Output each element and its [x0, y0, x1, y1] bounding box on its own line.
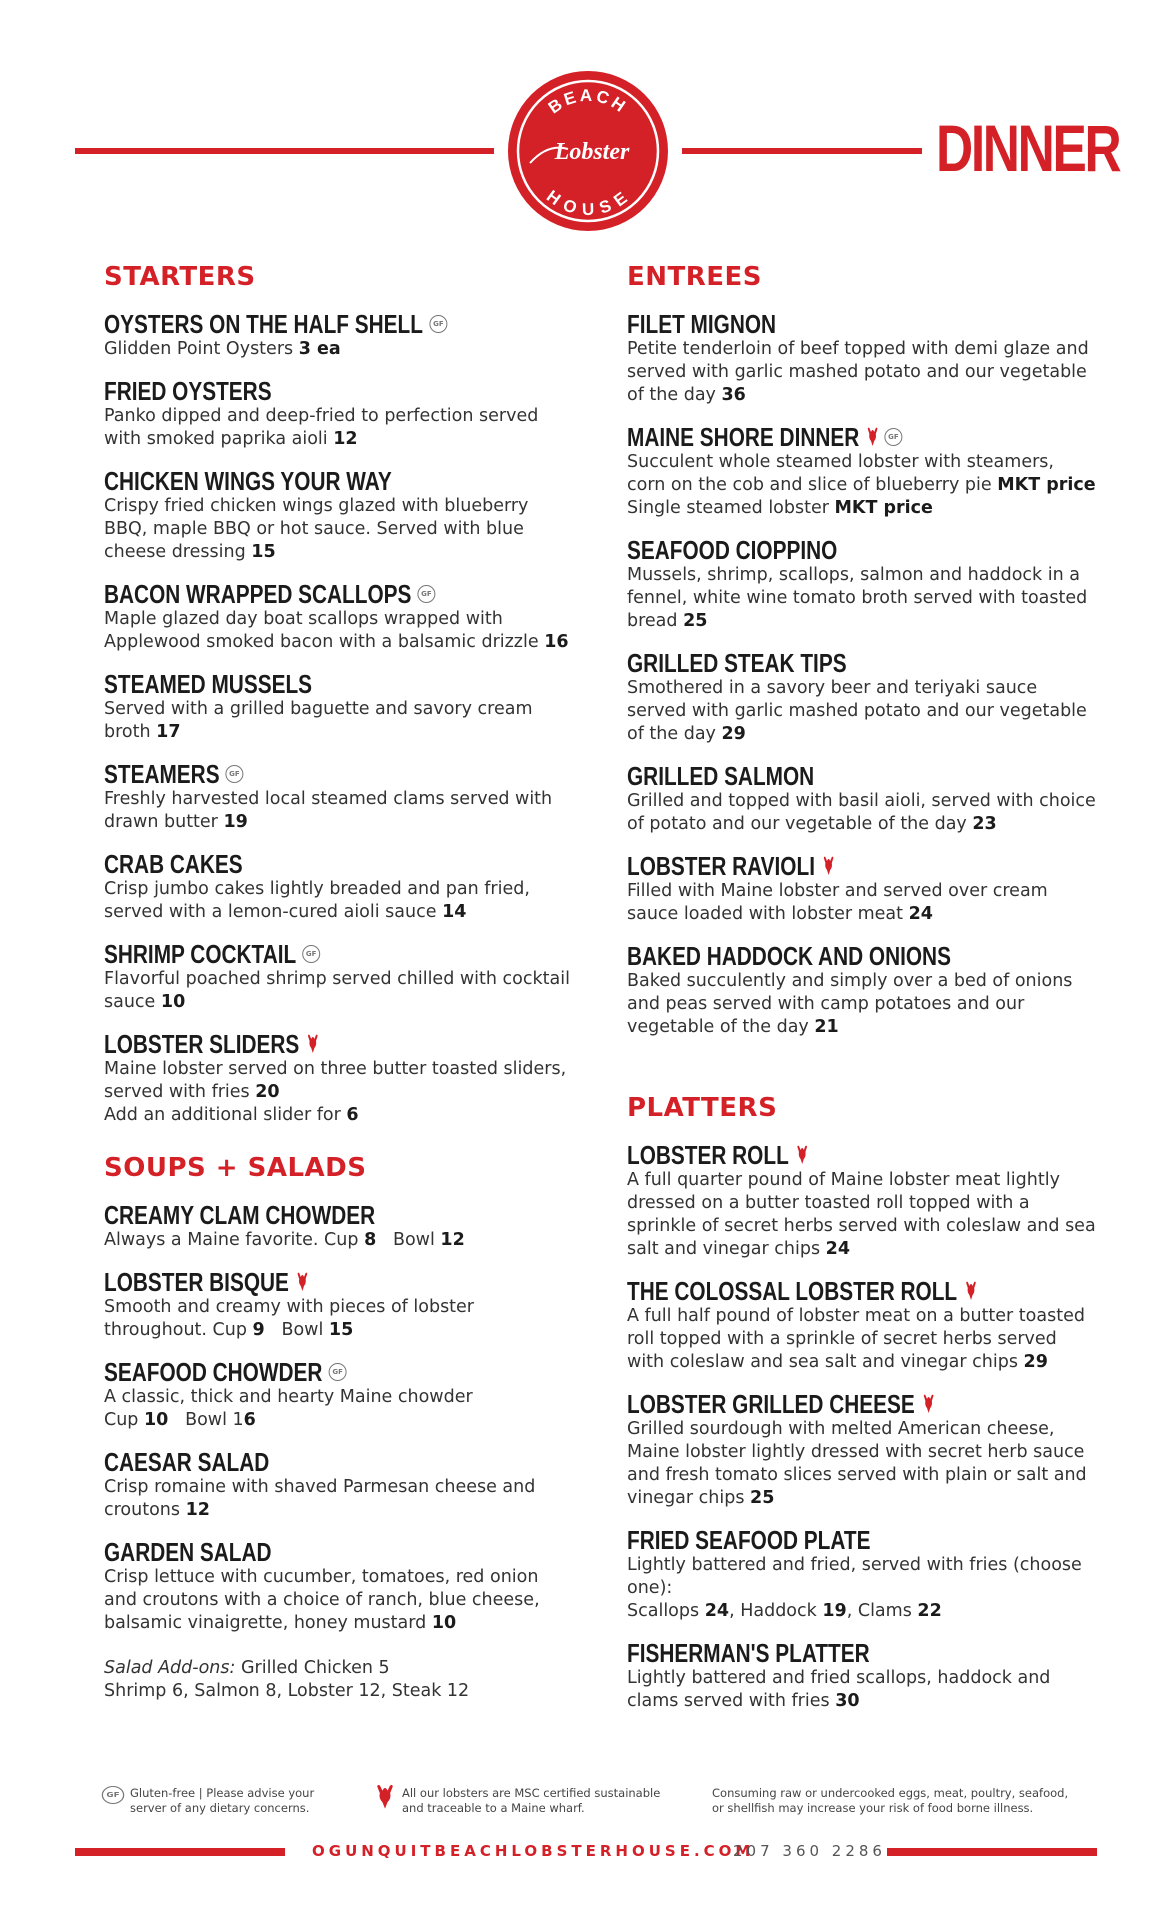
item-name: LOBSTER SLIDERS: [104, 1029, 300, 1059]
item-name: GRILLED STEAK TIPS: [627, 648, 847, 678]
menu-item: [627, 762, 1097, 836]
logo-text-bottom: HOUSE: [543, 186, 634, 220]
gluten-free-icon: GF: [429, 315, 447, 333]
item-price: 17: [156, 722, 181, 742]
beach-lobster-house-logo: [508, 71, 668, 231]
item-price: 36: [721, 385, 746, 405]
menu-item: [627, 649, 1097, 746]
lobster-icon: [307, 1033, 318, 1055]
item-bowl-label: Bowl: [392, 1230, 435, 1250]
lobster-icon: [923, 1393, 934, 1415]
item-desc: Always a Maine favorite. Cup: [104, 1230, 359, 1250]
item-desc: Smooth and creamy with pieces of lobster throughout. Cup: [104, 1297, 475, 1340]
lobster-note-line-2: and traceable to a Maine wharf.: [402, 1801, 585, 1815]
phone-number[interactable]: 207 360 2286: [733, 1842, 886, 1860]
item-name: STEAMERS: [104, 759, 220, 789]
header-rule-right: [682, 148, 922, 154]
item-desc: Grilled sourdough with melted American cheese, Maine lobster lightly dressed with secret herb sauce and fresh tomato slices served with plain or salt and vinegar chips: [627, 1419, 1087, 1508]
menu-item: [104, 1268, 574, 1342]
item-price: 3 ea: [298, 339, 341, 359]
entrees-title: ENTREES: [627, 262, 763, 292]
item-desc: Freshly harvested local steamed clams served with drawn butter: [104, 789, 553, 832]
item-price: 19: [223, 812, 248, 832]
menu-item: [627, 1390, 1097, 1510]
item-desc: Lightly battered and fried, served with fries (choose one):: [627, 1555, 1082, 1598]
item-bowl-label: Bowl 1: [185, 1410, 244, 1430]
item-price: 20: [255, 1082, 280, 1102]
menu-item: [627, 310, 1097, 407]
lobster-note: [402, 1786, 660, 1816]
gluten-free-icon: GF: [102, 1786, 125, 1804]
item-name: CREAMY CLAM CHOWDER: [104, 1200, 376, 1230]
gf-note-line-2: server of any dietary concerns.: [130, 1801, 310, 1815]
item-price-cup: 8: [364, 1230, 377, 1250]
item-name: FRIED OYSTERS: [104, 376, 272, 406]
item-price: 24: [825, 1239, 851, 1259]
item-name: FISHERMAN'S PLATTER: [627, 1638, 870, 1668]
menu-item: [627, 423, 1097, 520]
gluten-free-icon: GF: [302, 945, 320, 963]
item-name: CAESAR SALAD: [104, 1447, 270, 1477]
logo-text-mid: Lobster: [554, 139, 630, 165]
lobster-icon: [797, 1144, 808, 1166]
item-price: 21: [814, 1017, 839, 1037]
item-extra: Single steamed lobster: [627, 498, 829, 518]
item-desc: Grilled and topped with basil aioli, served with choice of potato and our vegetable of the day: [627, 791, 1096, 834]
item-name: BACON WRAPPED SCALLOPS: [104, 579, 412, 609]
menu-item: [627, 942, 1097, 1039]
item-desc: Flavorful poached shrimp served chilled with cocktail sauce: [104, 969, 570, 1012]
option-scallops: Scallops: [627, 1601, 700, 1621]
menu-item: [627, 852, 1097, 926]
item-name: BAKED HADDOCK AND ONIONS: [627, 941, 951, 971]
menu-item: [104, 467, 574, 564]
menu-item: [104, 760, 574, 834]
item-name: CRAB CAKES: [104, 849, 243, 879]
item-desc: Glidden Point Oysters: [104, 339, 294, 359]
salad-addons: [104, 1657, 574, 1703]
option-clams: Clams: [857, 1601, 912, 1621]
menu-item: [627, 1639, 1097, 1713]
item-desc: Served with a grilled baguette and savory cream broth: [104, 699, 533, 742]
item-name: FILET MIGNON: [627, 309, 777, 339]
item-name: SHRIMP COCKTAIL: [104, 939, 297, 969]
price-haddock: 19: [822, 1601, 847, 1621]
item-price: 14: [442, 902, 467, 922]
menu-item: [104, 670, 574, 744]
menu-item: [104, 1538, 574, 1635]
item-name: LOBSTER ROLL: [627, 1140, 789, 1170]
item-price: 29: [721, 724, 746, 744]
item-price: 10: [431, 1613, 457, 1633]
price-scallops: 24: [704, 1601, 730, 1621]
lobster-icon: [823, 855, 834, 877]
item-name: FRIED SEAFOOD PLATE: [627, 1525, 871, 1555]
item-price: 25: [750, 1488, 775, 1508]
item-name: LOBSTER BISQUE: [104, 1267, 289, 1297]
menu-item: FRIED SEAFOOD PLATE Lightly battered and fried, served with fries (choose one): Scallops 24, Haddock 19, Clams 22: [627, 1525, 1082, 1621]
left-column: [104, 262, 574, 1703]
item-price-bowl: 12: [440, 1230, 465, 1250]
item-cup-label: Cup: [104, 1410, 139, 1430]
menu-item: [104, 1030, 574, 1127]
logo-text-top: BEACH: [544, 85, 632, 118]
menu-item: [104, 1448, 574, 1522]
gluten-free-note: [130, 1786, 314, 1816]
option-haddock: Haddock: [740, 1601, 817, 1621]
menu-item: [104, 1358, 574, 1432]
item-name: LOBSTER RAVIOLI: [627, 851, 815, 881]
item-name: LOBSTER GRILLED CHEESE: [627, 1389, 915, 1419]
addons-label: Salad Add-ons:: [104, 1658, 236, 1678]
item-price: 16: [544, 632, 569, 652]
lobster-icon: [297, 1271, 308, 1293]
soups-salads-title: SOUPS + SALADS: [104, 1153, 367, 1183]
menu-item: [104, 377, 574, 451]
gf-note-line-1: Gluten-free | Please advise your: [130, 1786, 315, 1800]
item-name: GARDEN SALAD: [104, 1537, 272, 1567]
raw-food-warning: [712, 1786, 1068, 1816]
item-desc: Filled with Maine lobster and served over cream sauce loaded with lobster meat: [627, 881, 1048, 924]
item-desc: A full quarter pound of Maine lobster meat lightly dressed on a butter toasted roll topped with a sprinkle of secret herbs served with coleslaw and sea salt and vinegar chips: [627, 1170, 1096, 1259]
price-clams: 22: [917, 1601, 942, 1621]
item-desc: Crispy fried chicken wings glazed with blueberry BBQ, maple BBQ or hot sauce. Served with blue cheese dressing: [104, 496, 529, 562]
item-name: SEAFOOD CHOWDER: [104, 1357, 323, 1387]
raw-note-line-2: or shellfish may increase your risk of food borne illness.: [712, 1801, 1034, 1815]
item-price: 24: [908, 904, 933, 924]
addons-line-1: Grilled Chicken 5: [240, 1658, 390, 1678]
menu-item: [627, 536, 1097, 633]
item-price: 12: [185, 1500, 210, 1520]
website-link[interactable]: OGUNQUITBEACHLOBSTERHOUSE.COM: [312, 1842, 755, 1860]
item-price-bowl: 6: [243, 1410, 256, 1430]
menu-item: [104, 580, 574, 654]
item-price: 29: [1023, 1352, 1048, 1372]
lobster-icon: [965, 1280, 976, 1302]
item-price: 23: [972, 814, 997, 834]
item-price: 10: [160, 992, 186, 1012]
item-desc: Crisp jumbo cakes lightly breaded and pan fried, served with a lemon-cured aioli sauce: [104, 879, 530, 922]
item-desc: Succulent whole steamed lobster with steamers, corn on the cob and slice of blueberry pie: [627, 452, 1054, 495]
starters-title: STARTERS: [104, 262, 256, 292]
item-desc: Crisp romaine with shaved Parmesan cheese and croutons: [104, 1477, 536, 1520]
item-price-cup: 10: [144, 1410, 169, 1430]
item-extra-price: MKT price: [834, 498, 933, 518]
lobster-icon: [867, 426, 878, 448]
menu-item: [627, 1277, 1097, 1374]
header-rule-left: [75, 148, 494, 154]
item-price: 15: [251, 542, 276, 562]
item-extra-price: 6: [346, 1105, 359, 1125]
item-desc: Maine lobster served on three butter toasted sliders, served with fries: [104, 1059, 567, 1102]
item-desc: A full half pound of lobster meat on a butter toasted roll topped with a sprinkle of secret herbs served with coleslaw and sea salt and vinegar chips: [627, 1306, 1085, 1372]
item-name: CHICKEN WINGS YOUR WAY: [104, 466, 392, 496]
gluten-free-icon: GF: [329, 1363, 347, 1381]
lobster-icon: [376, 1782, 394, 1812]
gluten-free-icon: GF: [418, 585, 436, 603]
item-price-bowl: 15: [328, 1320, 354, 1340]
item-name: STEAMED MUSSELS: [104, 669, 313, 699]
lobster-note-line-1: All our lobsters are MSC certified sustainable: [402, 1786, 661, 1800]
footer-rule-right: [887, 1848, 1097, 1856]
item-desc: Lightly battered and fried scallops, haddock and clams served with fries: [627, 1668, 1051, 1711]
item-desc: Baked succulently and simply over a bed of onions and peas served with camp potatoes and our vegetable of the day: [627, 971, 1073, 1037]
platters-title: PLATTERS: [627, 1093, 778, 1123]
menu-item: [627, 1141, 1097, 1261]
menu-item: [104, 940, 574, 1014]
raw-note-line-1: Consuming raw or undercooked eggs, meat, poultry, seafood,: [712, 1786, 1069, 1800]
gluten-free-icon: GF: [885, 428, 903, 446]
item-price: 12: [333, 429, 358, 449]
item-desc: Smothered in a savory beer and teriyaki sauce served with garlic mashed potato and our vegetable of the day: [627, 678, 1087, 744]
right-column: [627, 262, 1097, 1729]
menu-item: [104, 310, 574, 361]
footer-rule-left: [75, 1848, 285, 1856]
item-desc: A classic, thick and hearty Maine chowder: [104, 1387, 473, 1407]
item-name: OYSTERS ON THE HALF SHELL: [104, 309, 423, 339]
item-name: THE COLOSSAL LOBSTER ROLL: [627, 1276, 958, 1306]
item-price: 25: [683, 611, 708, 631]
item-bowl-label: Bowl: [281, 1320, 324, 1340]
menu-item: [104, 1201, 574, 1252]
page-title: DINNER: [936, 111, 1120, 185]
item-name: GRILLED SALMON: [627, 761, 815, 791]
item-desc: Mussels, shrimp, scallops, salmon and haddock in a fennel, white wine tomato broth served with toasted bread: [627, 565, 1088, 631]
item-desc: Petite tenderloin of beef topped with demi glaze and served with garlic mashed potato and our vegetable of the day: [627, 339, 1089, 405]
item-desc: Panko dipped and deep-fried to perfection served with smoked paprika aioli: [104, 406, 539, 449]
menu-item: [104, 850, 574, 924]
item-price-cup: 9: [252, 1320, 265, 1340]
item-name: SEAFOOD CIOPPINO: [627, 535, 838, 565]
addons-line-2: Shrimp 6, Salmon 8, Lobster 12, Steak 12: [104, 1681, 470, 1701]
item-desc: Crisp lettuce with cucumber, tomatoes, red onion and croutons with a choice of ranch, blue cheese, balsamic vinaigrette, honey mustard: [104, 1567, 540, 1633]
item-price: 30: [835, 1691, 860, 1711]
item-extra: Add an additional slider for: [104, 1105, 341, 1125]
gluten-free-icon: GF: [226, 765, 244, 783]
item-price: MKT price: [997, 475, 1096, 495]
item-desc: Maple glazed day boat scallops wrapped with Applewood smoked bacon with a balsamic drizzle: [104, 609, 539, 652]
item-name: MAINE SHORE DINNER: [627, 422, 860, 452]
